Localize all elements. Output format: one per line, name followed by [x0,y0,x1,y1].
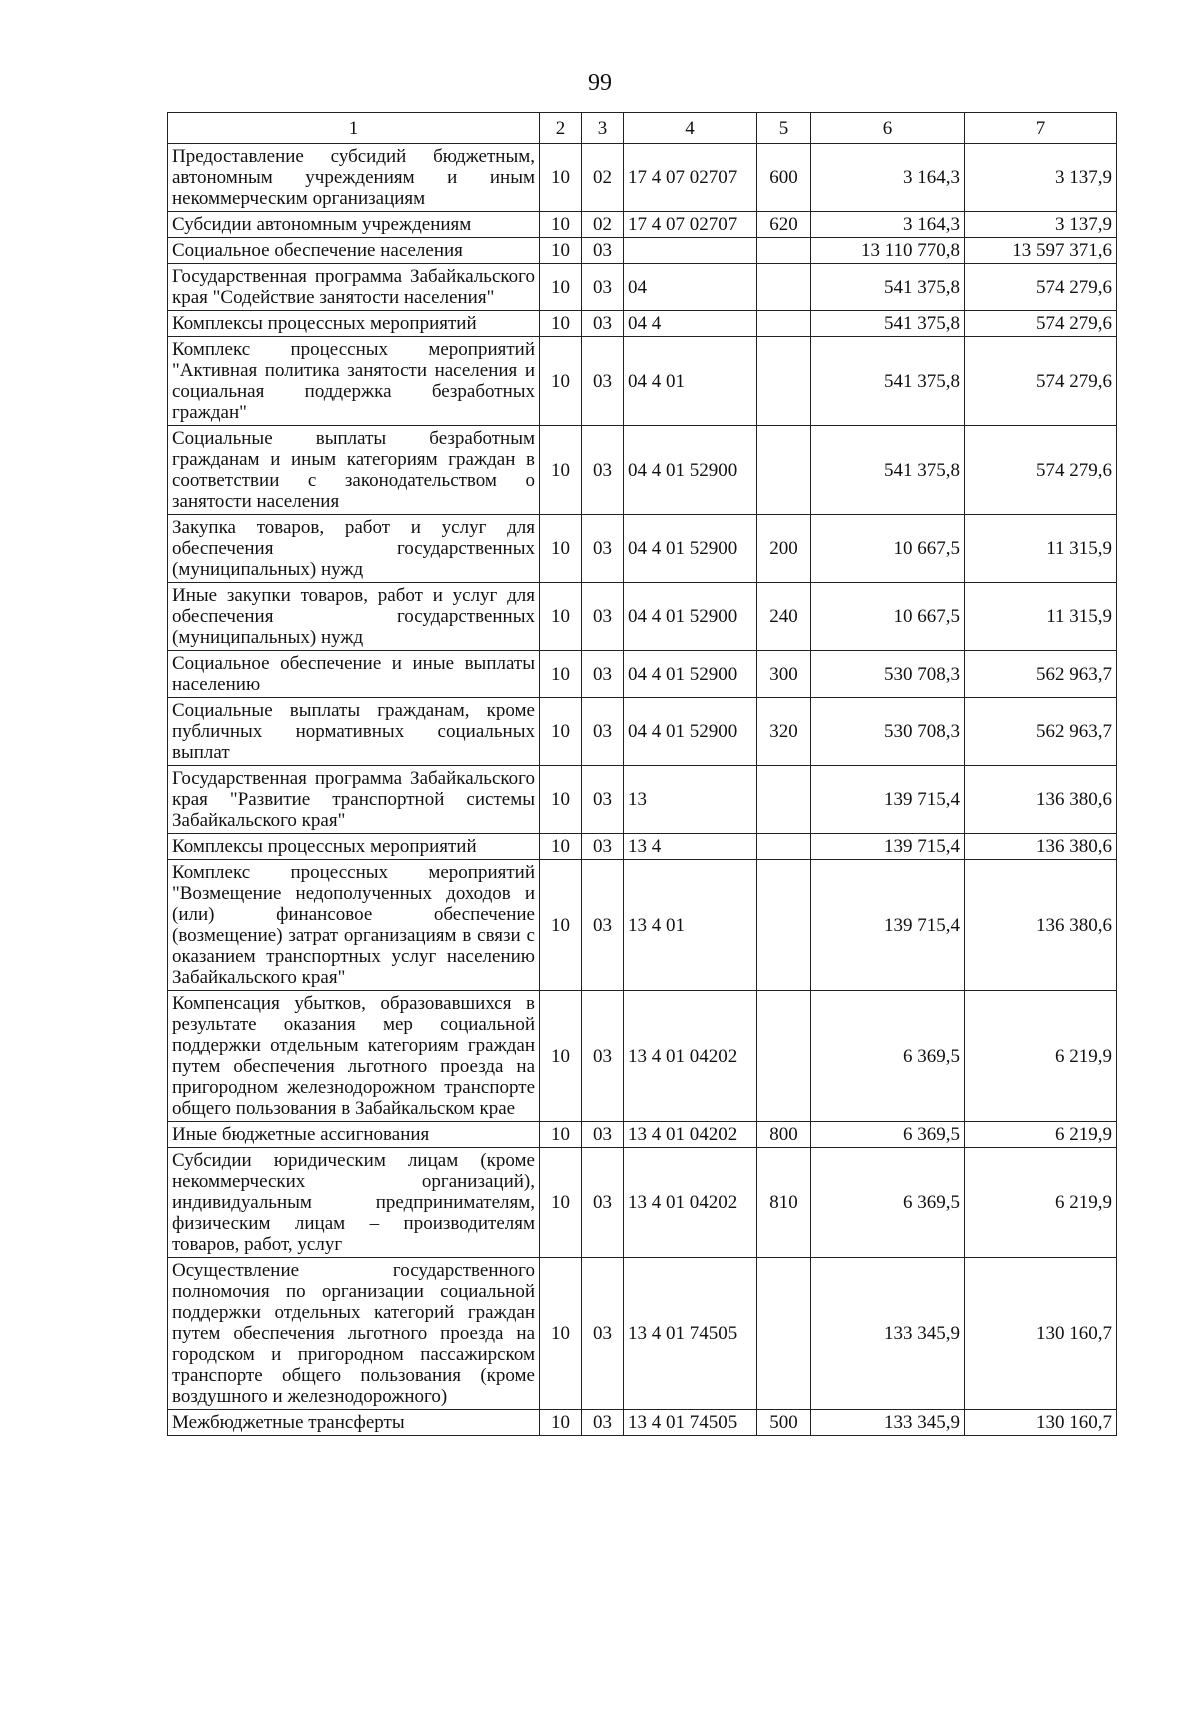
row-target-article: 04 4 01 52900 [624,651,757,698]
table-row [168,426,1117,515]
row-expense-type [757,1258,811,1410]
row-amount-year2: 11 315,9 [965,515,1117,583]
row-subsection: 03 [582,834,624,860]
row-section: 10 [540,238,582,264]
row-name: Комплекс процессных мероприятий "Активная политика занятости населения и социальная поддержка безработных граждан" [168,337,540,426]
row-section: 10 [540,698,582,766]
table-row [168,698,1117,766]
table-row [168,1410,1117,1436]
row-target-article: 13 [624,766,757,834]
table-row [168,1122,1117,1148]
row-amount-year2: 136 380,6 [965,860,1117,991]
row-target-article: 13 4 01 [624,860,757,991]
row-amount-year1: 139 715,4 [811,860,965,991]
row-amount-year1: 6 369,5 [811,1148,965,1258]
row-subsection: 03 [582,1122,624,1148]
row-target-article: 04 4 01 52900 [624,515,757,583]
row-amount-year2: 11 315,9 [965,583,1117,651]
row-expense-type [757,766,811,834]
row-name: Социальные выплаты гражданам, кроме публичных нормативных социальных выплат [168,698,540,766]
row-amount-year1: 541 375,8 [811,311,965,337]
row-subsection: 03 [582,1410,624,1436]
table-row [168,515,1117,583]
budget-table [167,112,1117,1436]
row-name: Государственная программа Забайкальского края "Содействие занятости населения" [168,264,540,311]
row-amount-year1: 133 345,9 [811,1410,965,1436]
row-subsection: 03 [582,1148,624,1258]
row-subsection: 02 [582,212,624,238]
table-row [168,860,1117,991]
row-name: Социальные выплаты безработным гражданам и иным категориям граждан в соответствии с законодательством о занятости населения [168,426,540,515]
row-amount-year1: 10 667,5 [811,583,965,651]
row-amount-year2: 562 963,7 [965,651,1117,698]
row-expense-type [757,860,811,991]
row-section: 10 [540,1410,582,1436]
row-expense-type: 240 [757,583,811,651]
row-subsection: 03 [582,860,624,991]
row-amount-year1: 139 715,4 [811,834,965,860]
row-amount-year2: 3 137,9 [965,212,1117,238]
row-section: 10 [540,212,582,238]
row-subsection: 03 [582,515,624,583]
row-target-article: 17 4 07 02707 [624,144,757,212]
row-name: Осуществление государственного полномочия по организации социальной поддержки отдельных категорий граждан путем обеспечения льготного проезда на городском и пригородном пассажирском транспорте общего пользования (кроме воздушного и железнодорожного) [168,1258,540,1410]
row-target-article: 13 4 01 04202 [624,1148,757,1258]
row-amount-year1: 10 667,5 [811,515,965,583]
header-col-1: 1 [168,113,540,144]
row-target-article: 04 4 01 [624,337,757,426]
row-name: Иные закупки товаров, работ и услуг для обеспечения государственных (муниципальных) нужд [168,583,540,651]
table-row [168,651,1117,698]
row-amount-year2: 130 160,7 [965,1258,1117,1410]
row-target-article: 04 4 [624,311,757,337]
row-section: 10 [540,991,582,1122]
row-subsection: 03 [582,651,624,698]
row-expense-type [757,238,811,264]
row-subsection: 03 [582,1258,624,1410]
row-name: Субсидии автономным учреждениям [168,212,540,238]
row-subsection: 03 [582,311,624,337]
row-amount-year1: 541 375,8 [811,337,965,426]
row-amount-year1: 541 375,8 [811,264,965,311]
row-name: Социальное обеспечение населения [168,238,540,264]
row-target-article [624,238,757,264]
row-section: 10 [540,583,582,651]
row-amount-year1: 6 369,5 [811,991,965,1122]
table-row [168,1258,1117,1410]
row-name: Закупка товаров, работ и услуг для обеспечения государственных (муниципальных) нужд [168,515,540,583]
row-name: Государственная программа Забайкальского края "Развитие транспортной системы Забайкальского края" [168,766,540,834]
row-amount-year2: 6 219,9 [965,991,1117,1122]
row-subsection: 03 [582,698,624,766]
row-target-article: 13 4 01 04202 [624,1122,757,1148]
row-amount-year2: 6 219,9 [965,1122,1117,1148]
row-section: 10 [540,311,582,337]
row-amount-year2: 13 597 371,6 [965,238,1117,264]
header-col-4: 4 [624,113,757,144]
row-section: 10 [540,651,582,698]
table-row [168,991,1117,1122]
row-amount-year2: 574 279,6 [965,337,1117,426]
row-name: Социальное обеспечение и иные выплаты населению [168,651,540,698]
table-row [168,1148,1117,1258]
row-section: 10 [540,337,582,426]
row-target-article: 17 4 07 02707 [624,212,757,238]
table-row [168,583,1117,651]
row-amount-year2: 562 963,7 [965,698,1117,766]
table-row [168,766,1117,834]
row-name: Комплексы процессных мероприятий [168,311,540,337]
row-subsection: 03 [582,766,624,834]
row-expense-type: 200 [757,515,811,583]
row-section: 10 [540,1148,582,1258]
row-amount-year2: 130 160,7 [965,1410,1117,1436]
row-target-article: 13 4 01 74505 [624,1410,757,1436]
table-row [168,144,1117,212]
row-subsection: 02 [582,144,624,212]
row-subsection: 03 [582,264,624,311]
row-amount-year1: 3 164,3 [811,212,965,238]
row-expense-type [757,337,811,426]
table-row [168,311,1117,337]
row-name: Компенсация убытков, образовавшихся в результате оказания мер социальной поддержки отдельным категориям граждан путем обеспечения льготного проезда на пригородном железнодорожном транспорте общего пользования в Забайкальском крае [168,991,540,1122]
header-col-7: 7 [965,113,1117,144]
row-amount-year1: 530 708,3 [811,651,965,698]
row-expense-type: 800 [757,1122,811,1148]
header-col-6: 6 [811,113,965,144]
page-number: 99 [588,70,612,96]
row-amount-year1: 541 375,8 [811,426,965,515]
row-name: Предоставление субсидий бюджетным, автономным учреждениям и иным некоммерческим организациям [168,144,540,212]
table-row [168,337,1117,426]
row-expense-type [757,991,811,1122]
row-subsection: 03 [582,337,624,426]
row-section: 10 [540,515,582,583]
row-name: Комплексы процессных мероприятий [168,834,540,860]
row-section: 10 [540,264,582,311]
header-col-2: 2 [540,113,582,144]
row-subsection: 03 [582,583,624,651]
row-amount-year2: 3 137,9 [965,144,1117,212]
row-name: Комплекс процессных мероприятий "Возмещение недополученных доходов и (или) финансовое обеспечение (возмещение) затрат организациям в связи с оказанием транспортных услуг населению Забайкальского края" [168,860,540,991]
row-section: 10 [540,144,582,212]
header-col-3: 3 [582,113,624,144]
row-amount-year2: 136 380,6 [965,834,1117,860]
row-expense-type [757,426,811,515]
row-amount-year1: 133 345,9 [811,1258,965,1410]
row-target-article: 04 4 01 52900 [624,583,757,651]
table-row [168,212,1117,238]
row-section: 10 [540,426,582,515]
row-target-article: 04 [624,264,757,311]
row-target-article: 13 4 01 74505 [624,1258,757,1410]
row-amount-year1: 3 164,3 [811,144,965,212]
row-section: 10 [540,860,582,991]
row-name: Иные бюджетные ассигнования [168,1122,540,1148]
table-row [168,834,1117,860]
header-row [168,113,1117,144]
row-target-article: 04 4 01 52900 [624,698,757,766]
table-row [168,238,1117,264]
row-subsection: 03 [582,238,624,264]
row-expense-type [757,311,811,337]
row-amount-year1: 6 369,5 [811,1122,965,1148]
row-name: Межбюджетные трансферты [168,1410,540,1436]
row-amount-year2: 6 219,9 [965,1148,1117,1258]
row-section: 10 [540,1258,582,1410]
row-section: 10 [540,766,582,834]
row-amount-year1: 13 110 770,8 [811,238,965,264]
row-expense-type [757,834,811,860]
row-target-article: 13 4 01 04202 [624,991,757,1122]
header-col-5: 5 [757,113,811,144]
row-expense-type [757,264,811,311]
row-section: 10 [540,834,582,860]
row-amount-year2: 574 279,6 [965,311,1117,337]
row-expense-type: 810 [757,1148,811,1258]
row-subsection: 03 [582,426,624,515]
row-target-article: 04 4 01 52900 [624,426,757,515]
row-expense-type: 620 [757,212,811,238]
row-amount-year1: 530 708,3 [811,698,965,766]
row-expense-type: 320 [757,698,811,766]
row-expense-type: 300 [757,651,811,698]
table-row [168,264,1117,311]
row-amount-year1: 139 715,4 [811,766,965,834]
row-amount-year2: 574 279,6 [965,264,1117,311]
row-name: Субсидии юридическим лицам (кроме некоммерческих организаций), индивидуальным предпринимателям, физическим лицам – производителям товаров, работ, услуг [168,1148,540,1258]
row-amount-year2: 136 380,6 [965,766,1117,834]
row-section: 10 [540,1122,582,1148]
row-expense-type: 500 [757,1410,811,1436]
row-expense-type: 600 [757,144,811,212]
row-target-article: 13 4 [624,834,757,860]
row-subsection: 03 [582,991,624,1122]
row-amount-year2: 574 279,6 [965,426,1117,515]
